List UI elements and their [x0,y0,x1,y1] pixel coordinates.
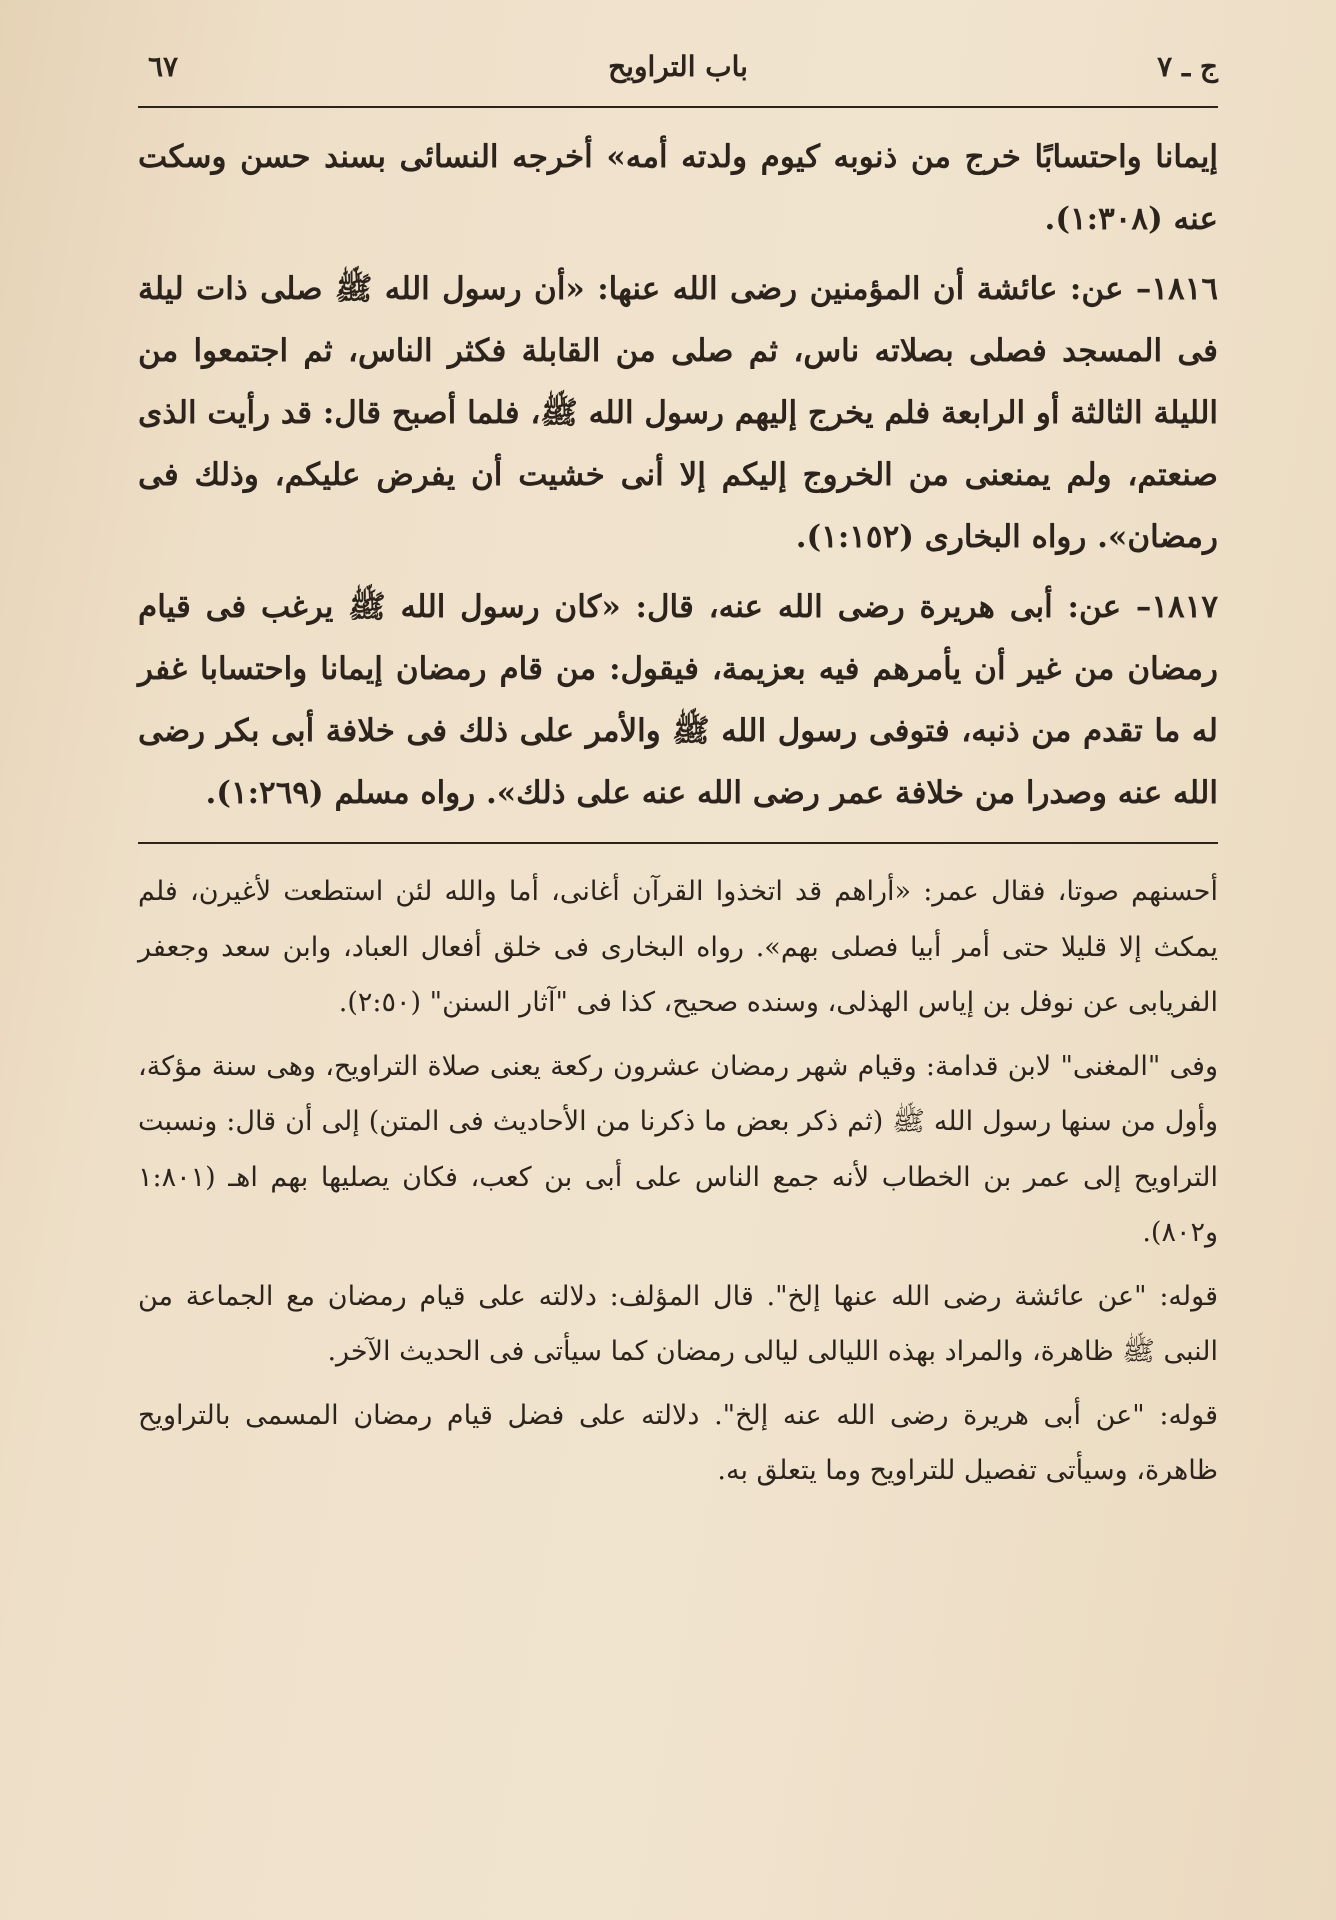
chapter-title: باب التراويح [608,50,748,83]
commentary-paragraph: وفى "المغنى" لابن قدامة: وقيام شهر رمضان عشرون ركعة يعنى صلاة التراويح، وهى سنة مؤكة، وأول من سنها رسول الله ﷺ (ثم ذكر بعض ما ذكرنا من الأحاديث فى المتن) إلى أن قال: ونسبت التراويح إلى عمر بن الخطاب لأنه جمع الناس على أبى بن كعب، فكان يصليها بهم اهـ (١:٨٠١ و٨٠٢). [138,1050,1218,1248]
page-header [138,40,1218,96]
main-text [138,126,1218,824]
main-paragraph: إيمانا واحتسابًا خرج من ذنوبه كيوم ولدته أمه» أخرجه النسائى بسند حسن وسكت عنه (١:٣٠٨). [138,139,1218,237]
commentary-paragraph: أحسنهم صوتا، فقال عمر: «أراهم قد اتخذوا القرآن أغانى، أما والله لئن استطعت لأغيرن، فلم يمكث إلا قليلا حتى أمر أبيا فصلى بهم». رواه البخارى فى خلق أفعال العباد، وابن سعد وجعفر الفريابى عن نوفل بن إياس الهذلى، وسنده صحيح، كذا فى "آثار السنن" (٢:٥٠). [138,876,1218,1018]
hadith-1817: ١٨١٧– عن: أبى هريرة رضى الله عنه، قال: «كان رسول الله ﷺ يرغب فى قيام رمضان من غير أن يأمرهم فيه بعزيمة، فيقول: من قام رمضان إيمانا واحتسابا غفر له ما تقدم من ذنبه، فتوفى رسول الله ﷺ والأمر على ذلك فى خلافة أبى بكر رضى الله عنه وصدرا من خلافة عمر رضى الله عنه على ذلك». رواه مسلم (١:٢٦٩). [138,589,1218,811]
commentary [138,864,1218,1499]
footnote-divider [138,842,1218,844]
commentary-paragraph: قوله: "عن أبى هريرة رضى الله عنه إلخ". دلالته على فضل قيام رمضان المسمى بالتراويح ظاهرة، وسيأتى تفصيل للتراويح وما يتعلق به. [138,1399,1218,1486]
volume-label: ج ـ ٧ [1157,50,1218,83]
header-divider [138,106,1218,108]
hadith-1816: ١٨١٦– عن: عائشة أن المؤمنين رضى الله عنها: «أن رسول الله ﷺ صلى ذات ليلة فى المسجد فصلى بصلاته ناس، ثم صلى من القابلة فكثر الناس، ثم اجتمعوا من الليلة الثالثة أو الرابعة فلم يخرج إليهم رسول الله ﷺ، فلما أصبح قال: قد رأيت الذى صنعتم، ولم يمنعنى من الخروج إليكم إلا أنى خشيت أن يفرض عليكم، وذلك فى رمضان». رواه البخارى (١:١٥٢). [138,271,1218,555]
commentary-paragraph: قوله: "عن عائشة رضى الله عنها إلخ". قال المؤلف: دلالته على قيام رمضان مع الجماعة من النبى ﷺ ظاهرة، والمراد بهذه الليالى ليالى رمضان كما سيأتى فى الحديث الآخر. [138,1280,1218,1367]
page-number: ٦٧ [148,50,179,83]
